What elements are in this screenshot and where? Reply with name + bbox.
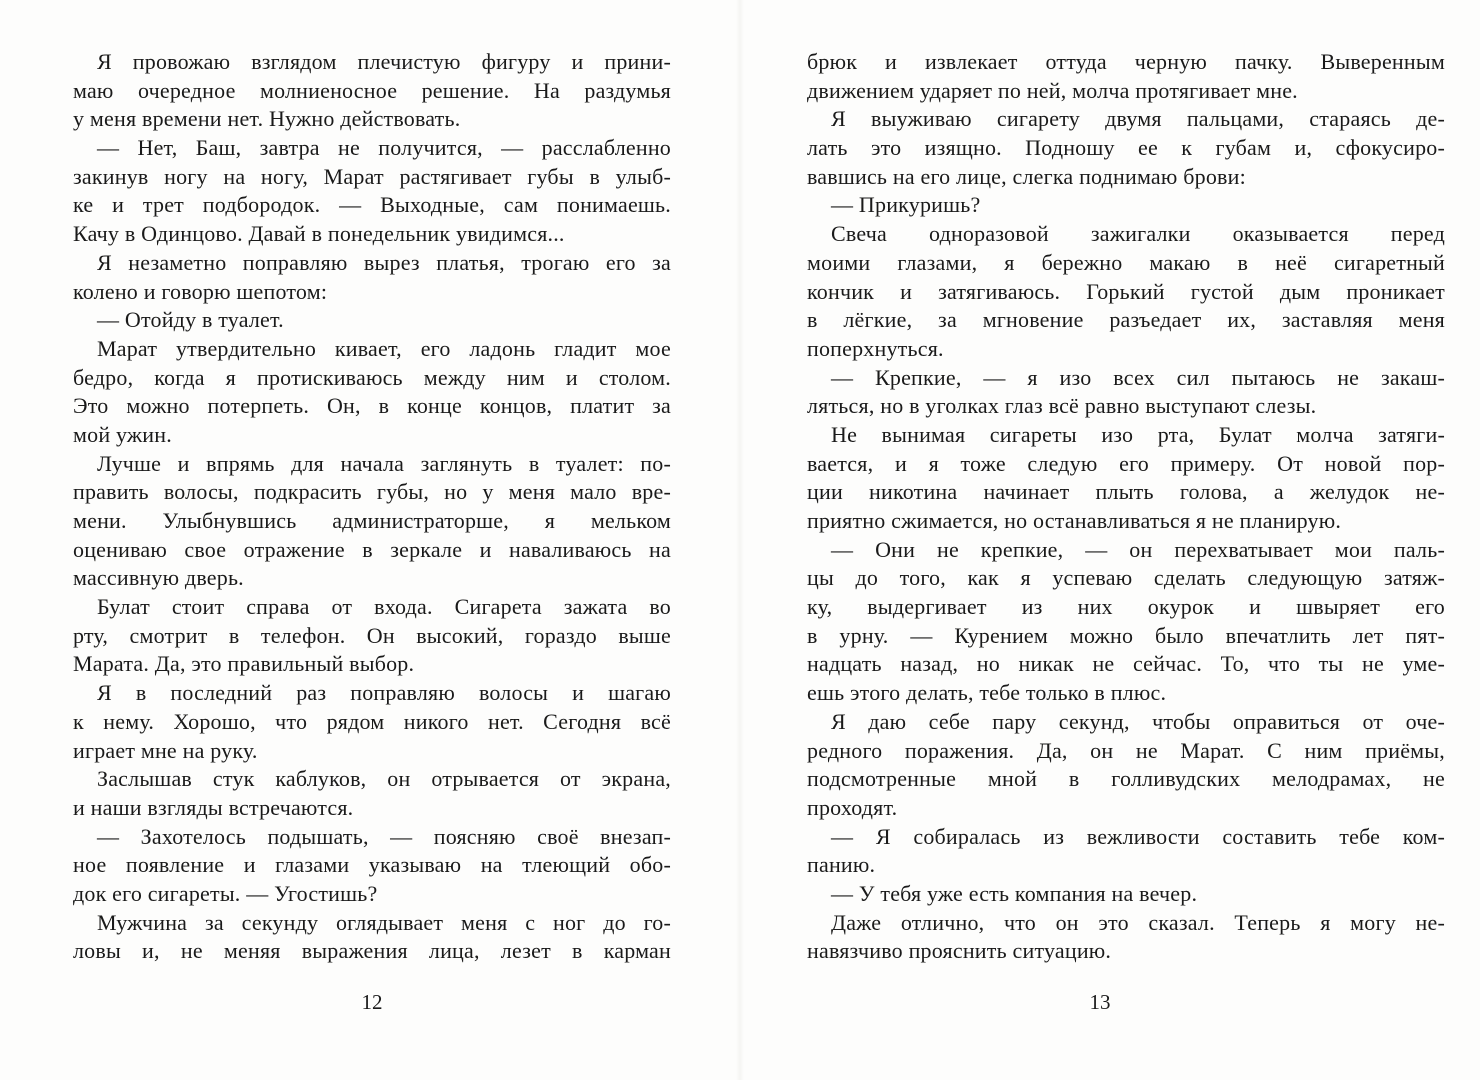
text-line: док его сигареты. — Угостишь? xyxy=(73,880,378,906)
text-line: — Захотелось подышать, — поясняю своё внезап- xyxy=(97,823,671,849)
text-line: кончик и затягиваюсь. Горький густой дым проникает xyxy=(807,278,1445,304)
text-line: панию. xyxy=(807,852,876,878)
text-line: к нему. Хорошо, что рядом никого нет. Сегодня всё xyxy=(73,708,671,734)
text-line: цы до того, как я успеваю сделать следующую затяж- xyxy=(807,565,1445,591)
text-line: лать это изящно. Подношу ее к губам и, сфокусиро- xyxy=(807,135,1445,161)
text-line: колено и говорю шепотом: xyxy=(73,278,328,304)
text-line: — Я собиралась из вежливости составить тебе ком- xyxy=(831,823,1445,849)
text-line: ции никотина начинает плыть голова, а желудок не- xyxy=(807,479,1445,505)
text-line: Марат утвердительно кивает, его ладонь гладит мое xyxy=(97,335,671,361)
text-line: ляться, но в уголках глаз всё равно выступают слезы. xyxy=(807,393,1317,419)
text-line: закинув ногу на ногу, Марат растягивает губы в улыб- xyxy=(73,163,671,189)
text-line: править волосы, подкрасить губы, но у меня мало вре- xyxy=(73,479,671,505)
right-page xyxy=(740,0,1480,1080)
text-line: Булат стоит справа от входа. Сигарета зажата во xyxy=(97,594,671,620)
text-line: — Прикуришь? xyxy=(831,192,981,218)
text-line: редного поражения. Да, он не Марат. С ним приёмы, xyxy=(807,737,1445,763)
left-page-text xyxy=(73,48,671,966)
text-line: маю очередное молниеносное решение. На раздумья xyxy=(73,77,671,103)
text-line: брюк и извлекает оттуда черную пачку. Выверенным xyxy=(807,49,1445,74)
right-page-text xyxy=(807,48,1445,966)
text-line: — Нет, Баш, завтра не получится, — расслабленно xyxy=(97,135,671,161)
text-line: играет мне на руку. xyxy=(73,737,258,763)
text-line: Качу в Одинцово. Давай в понедельник увидимся... xyxy=(73,221,565,247)
text-line: ку, выдергивает из них окурок и швыряет его xyxy=(807,594,1445,620)
text-line: Лучше и впрямь для начала заглянуть в туалет: по- xyxy=(97,450,671,476)
right-page-number: 13 xyxy=(1089,990,1111,1014)
text-line: движением ударяет по ней, молча протягивает мне. xyxy=(807,77,1298,103)
text-line: Марата. Да, это правильный выбор. xyxy=(73,651,415,677)
text-line: вается, и я тоже следую его примеру. От новой пор- xyxy=(807,450,1445,476)
text-line: ное появление и глазами указываю на тлеющий обо- xyxy=(73,852,671,878)
text-line: Свеча одноразовой зажигалки оказывается перед xyxy=(831,221,1445,247)
text-line: рту, смотрит в телефон. Он высокий, гораздо выше xyxy=(73,622,671,648)
text-line: — Крепкие, — я изо всех сил пытаюсь не закаш- xyxy=(831,364,1445,390)
text-line: Я даю себе пару секунд, чтобы оправиться от оче- xyxy=(831,708,1445,734)
text-line: проходят. xyxy=(807,794,898,820)
text-line: моими глазами, я бережно макаю в неё сигаретный xyxy=(807,249,1445,275)
text-line: Мужчина за секунду оглядывает меня с ног до го- xyxy=(97,909,671,935)
text-line: надцать назад, но никак не сейчас. То, что ты не уме- xyxy=(807,651,1445,677)
text-line: подсмотренные мной в голливудских мелодрамах, не xyxy=(807,766,1445,792)
text-line: оцениваю свое отражение в зеркале и наваливаюсь на xyxy=(73,536,671,562)
text-line: Не вынимая сигареты изо рта, Булат молча затяги- xyxy=(831,421,1445,447)
text-line: — Отойду в туалет. xyxy=(97,307,284,333)
text-line: ловы и, не меняя выражения лица, лезет в карман xyxy=(73,938,671,964)
text-line: в лёгкие, за мгновение разъедает их, заставляя меня xyxy=(807,307,1445,333)
text-line: Я выуживаю сигарету двумя пальцами, стараясь де- xyxy=(831,106,1445,132)
text-line: мой ужин. xyxy=(73,421,172,447)
text-line: в урну. — Курением можно было впечатлить лет пят- xyxy=(807,622,1445,648)
text-line: мени. Улыбнувшись администраторше, я мельком xyxy=(73,508,671,533)
text-line: Это можно потерпеть. Он, в конце концов, платит за xyxy=(73,393,671,419)
text-line: Я в последний раз поправляю волосы и шагаю xyxy=(97,680,671,706)
text-line: Я провожаю взглядом плечистую фигуру и прини- xyxy=(97,49,671,74)
text-line: и наши взгляды встречаются. xyxy=(73,794,354,820)
text-line: — Они не крепкие, — он перехватывает мои паль- xyxy=(831,536,1445,562)
text-line: вавшись на его лице, слегка поднимаю брови: xyxy=(807,163,1246,189)
text-line: Даже отлично, что он это сказал. Теперь я могу не- xyxy=(831,909,1445,935)
left-page-number: 12 xyxy=(361,990,383,1014)
text-line: ешь этого делать, тебе только в плюс. xyxy=(807,680,1167,706)
text-line: массивную дверь. xyxy=(73,565,244,591)
text-line: у меня времени нет. Нужно действовать. xyxy=(73,106,461,132)
text-line: навязчиво прояснить ситуацию. xyxy=(807,938,1112,964)
text-line: Я незаметно поправляю вырез платья, трогаю его за xyxy=(97,249,671,275)
text-line: приятно сжимается, но останавливаться я не планирую. xyxy=(807,508,1342,533)
text-line: поперхнуться. xyxy=(807,335,944,361)
text-line: бедро, когда я протискиваюсь между ним и столом. xyxy=(73,364,671,390)
text-line: ке и трет подбородок. — Выходные, сам понимаешь. xyxy=(73,192,671,218)
text-line: — У тебя уже есть компания на вечер. xyxy=(831,880,1198,906)
text-line: Заслышав стук каблуков, он отрывается от экрана, xyxy=(97,766,671,792)
